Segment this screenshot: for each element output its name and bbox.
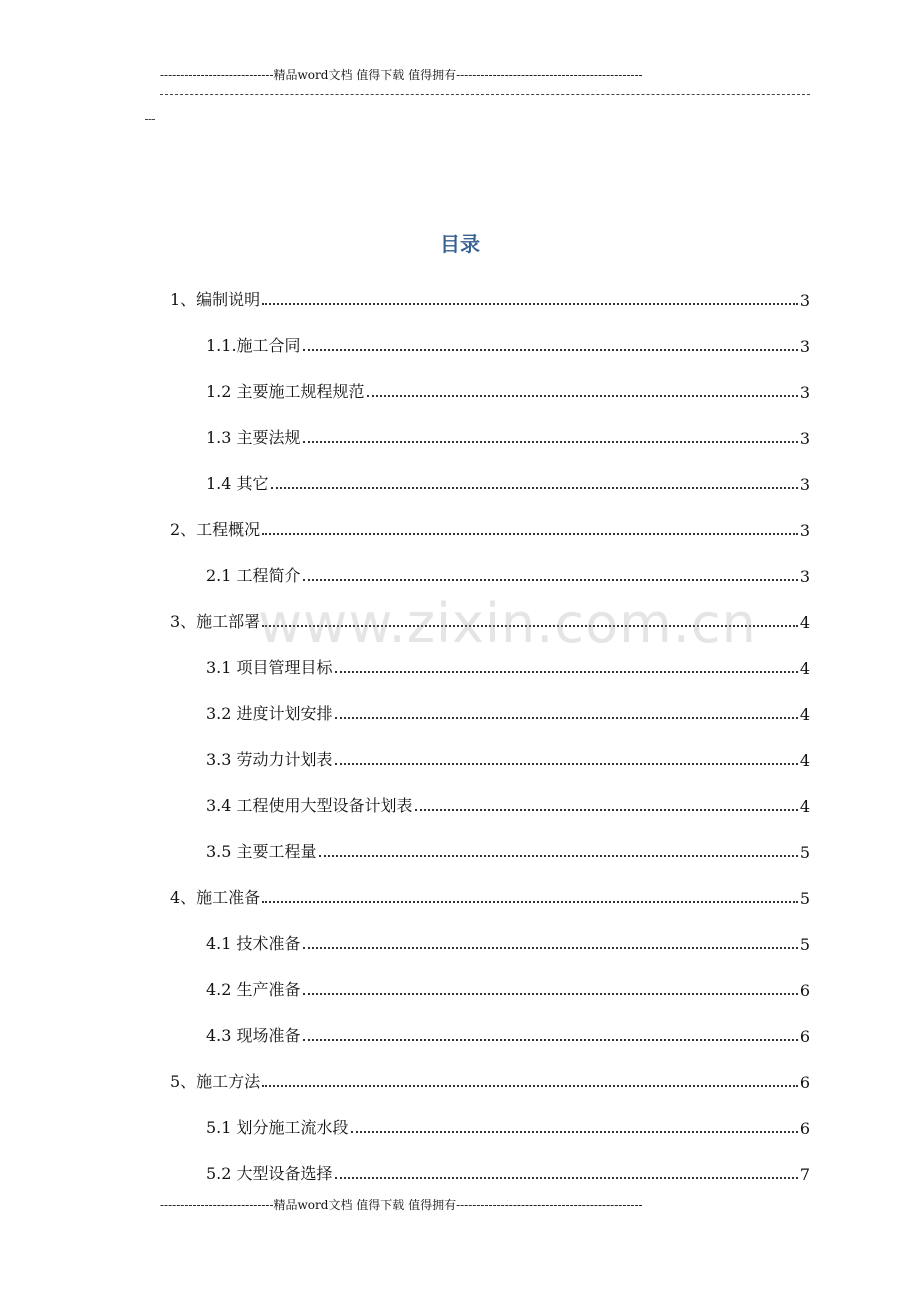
toc-entry[interactable]: [170, 516, 810, 540]
toc-entry-page: 6: [799, 981, 810, 1000]
toc-entry[interactable]: [206, 930, 810, 954]
toc-entry-label: 3.1 项目管理目标: [206, 658, 333, 677]
header-divider-tail: [145, 119, 155, 120]
toc-entry[interactable]: [206, 424, 810, 448]
toc-entry-page: 4: [799, 751, 810, 770]
toc-entry[interactable]: [206, 976, 810, 1000]
toc-entry-page: 7: [799, 1165, 810, 1184]
toc-entry-label: 3.5 主要工程量: [206, 842, 317, 861]
toc-entry[interactable]: [206, 562, 810, 586]
header-text: ----------------------------精品word文档 值得下载 值得拥有----------------------------------------------: [160, 68, 643, 82]
header-divider: [160, 94, 810, 95]
toc-entry-page: 3: [799, 475, 810, 494]
toc-entry-page: 5: [799, 935, 810, 954]
toc-entry[interactable]: [206, 792, 810, 816]
toc-entry-page: 4: [799, 659, 810, 678]
toc-entry-label: 4、施工准备: [170, 888, 261, 907]
toc-entry-label: 5.2 大型设备选择: [206, 1164, 333, 1183]
toc-entry-label: 3.4 工程使用大型设备计划表: [206, 796, 413, 815]
toc-leader-dots: [335, 671, 798, 673]
toc-entry-label: 3.2 进度计划安排: [206, 704, 333, 723]
toc-entry[interactable]: [206, 332, 810, 356]
toc-entry[interactable]: [206, 654, 810, 678]
toc-leader-dots: [303, 441, 798, 443]
toc-entry-label: 5、施工方法: [170, 1072, 261, 1091]
toc-entry[interactable]: [170, 286, 810, 310]
toc-entry-page: 4: [799, 797, 810, 816]
toc-entry-page: 4: [799, 705, 810, 724]
toc-entry-label: 1.2 主要施工规程规范: [206, 382, 365, 401]
toc-entry[interactable]: [170, 608, 810, 632]
toc-entry-page: 3: [799, 567, 810, 586]
toc-entry-label: 1.1.施工合同: [206, 336, 301, 355]
toc-leader-dots: [271, 487, 798, 489]
toc-entry-page: 6: [799, 1119, 810, 1138]
toc-entry-page: 6: [799, 1073, 810, 1092]
toc-entry-label: 4.3 现场准备: [206, 1026, 301, 1045]
toc-entry-label: 1.4 其它: [206, 474, 269, 493]
toc-entry[interactable]: [170, 1068, 810, 1092]
toc-entry-label: 2.1 工程简介: [206, 566, 301, 585]
toc-leader-dots: [262, 303, 798, 305]
toc-entry[interactable]: [206, 838, 810, 862]
toc-entry[interactable]: [206, 700, 810, 724]
toc-entry-page: 5: [799, 843, 810, 862]
toc-entry-page: 5: [799, 889, 810, 908]
toc-entry[interactable]: [206, 1022, 810, 1046]
toc-entry-label: 5.1 划分施工流水段: [206, 1118, 349, 1137]
toc-leader-dots: [335, 1177, 798, 1179]
toc-entry[interactable]: [206, 1160, 810, 1184]
toc-entry[interactable]: [206, 470, 810, 494]
toc-title: 目录: [440, 232, 480, 256]
toc-leader-dots: [335, 763, 798, 765]
toc-leader-dots: [303, 993, 798, 995]
toc-entry-page: 3: [799, 337, 810, 356]
toc-leader-dots: [367, 395, 798, 397]
toc-entry-page: 4: [799, 613, 810, 632]
toc-entry-page: 3: [799, 429, 810, 448]
toc-entry-label: 1、编制说明: [170, 290, 261, 309]
toc-entry-label: 3、施工部署: [170, 612, 261, 631]
toc-entry-label: 4.2 生产准备: [206, 980, 301, 999]
toc-leader-dots: [262, 625, 798, 627]
toc-leader-dots: [319, 855, 798, 857]
toc-entry-page: 3: [799, 383, 810, 402]
toc-leader-dots: [262, 533, 798, 535]
toc-leader-dots: [335, 717, 798, 719]
toc-entry-label: 3.3 劳动力计划表: [206, 750, 333, 769]
toc-leader-dots: [303, 349, 798, 351]
toc-entry-label: 2、工程概况: [170, 520, 261, 539]
toc-entry-page: 3: [799, 521, 810, 540]
toc-leader-dots: [415, 809, 798, 811]
toc-entry-label: 4.1 技术准备: [206, 934, 301, 953]
toc-entry[interactable]: [206, 378, 810, 402]
toc-entry-page: 6: [799, 1027, 810, 1046]
toc-leader-dots: [303, 1039, 798, 1041]
toc-leader-dots: [262, 901, 798, 903]
toc-leader-dots: [351, 1131, 798, 1133]
footer-text: ----------------------------精品word文档 值得下载 值得拥有----------------------------------------------: [160, 1198, 643, 1212]
toc-entry[interactable]: [206, 1114, 810, 1138]
toc-entry-label: 1.3 主要法规: [206, 428, 301, 447]
toc-entry-page: 3: [799, 291, 810, 310]
toc-leader-dots: [303, 579, 798, 581]
toc-leader-dots: [262, 1085, 798, 1087]
watermark: www.zixin.com.cn: [258, 592, 757, 655]
toc-entry[interactable]: [206, 746, 810, 770]
toc-entry[interactable]: [170, 884, 810, 908]
toc-leader-dots: [303, 947, 798, 949]
